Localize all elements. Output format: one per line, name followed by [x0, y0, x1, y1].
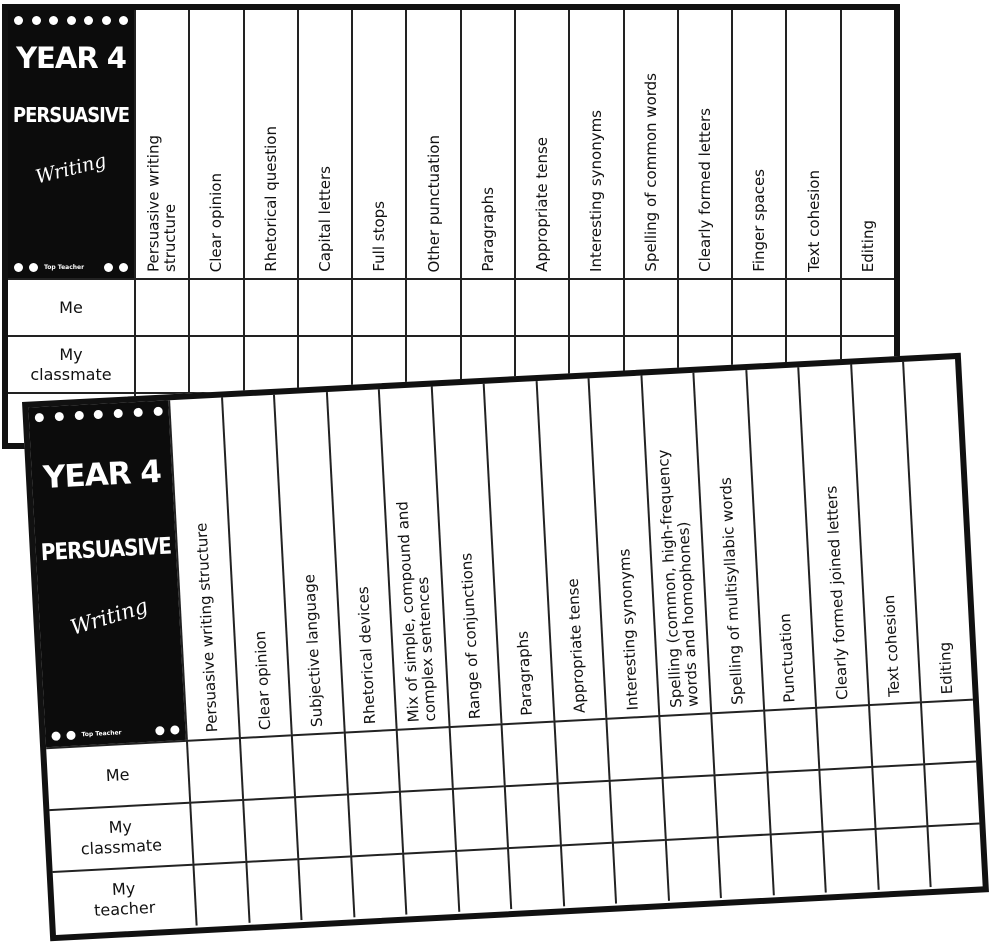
dot-icon — [114, 409, 123, 418]
check-cell[interactable] — [451, 785, 507, 850]
check-cell[interactable] — [504, 783, 560, 848]
check-cell[interactable] — [819, 766, 875, 831]
check-cell[interactable] — [871, 763, 927, 828]
check-cell[interactable] — [606, 715, 662, 780]
check-cell[interactable] — [343, 729, 399, 794]
check-cell[interactable] — [507, 844, 563, 909]
criterion-header — [460, 10, 514, 278]
dot-row-bottom — [45, 725, 185, 741]
row-label: My teacher — [53, 864, 196, 933]
criterion-label: Other punctuation — [424, 134, 443, 272]
criterion-label: Text cohesion — [804, 170, 823, 272]
dot-icon — [119, 263, 128, 272]
check-cell[interactable] — [874, 825, 930, 890]
criterion-label: Rhetorical devices — [353, 585, 379, 725]
check-cell[interactable] — [448, 723, 504, 788]
check-cell[interactable] — [920, 699, 976, 764]
brand-title-block — [8, 41, 134, 189]
check-cell[interactable] — [766, 769, 822, 834]
criterion-label: Range of conjunctions — [457, 552, 484, 720]
check-cell[interactable] — [297, 335, 351, 392]
checklist-card-bottom — [22, 353, 989, 941]
check-cell[interactable] — [291, 732, 347, 797]
check-cell[interactable] — [711, 710, 767, 775]
brand-title-block — [31, 453, 180, 640]
criterion-label: Full stops — [370, 201, 389, 272]
criterion-header — [840, 10, 894, 278]
check-cell[interactable] — [553, 718, 609, 783]
check-cell[interactable] — [245, 858, 301, 923]
check-cell[interactable] — [840, 278, 894, 335]
dot-icon — [66, 731, 75, 740]
dot-icon — [155, 726, 164, 735]
dot-icon — [54, 412, 63, 421]
check-cell[interactable] — [188, 335, 242, 392]
check-cell[interactable] — [924, 761, 980, 826]
dot-row-bottom — [8, 263, 134, 272]
check-cell[interactable] — [609, 777, 665, 842]
criterion-label: Spelling of multisyllabic words — [716, 477, 747, 706]
criterion-label: Editing — [935, 641, 957, 695]
check-cell[interactable] — [714, 772, 770, 837]
check-cell[interactable] — [134, 278, 188, 335]
writing-label: Writing — [33, 149, 109, 189]
criterion-header — [351, 10, 405, 278]
check-cell[interactable] — [192, 861, 248, 926]
criterion-label: Appropriate tense — [532, 137, 551, 272]
criterion-label: Appropriate tense — [563, 578, 589, 714]
dot-icon — [35, 413, 44, 422]
check-cell[interactable] — [347, 791, 403, 856]
dot-group-right — [104, 263, 128, 272]
brand-panel — [28, 400, 186, 747]
check-cell[interactable] — [822, 828, 878, 893]
criterion-label: Paragraphs — [478, 187, 497, 272]
check-cell[interactable] — [243, 278, 297, 335]
criterion-label: Interesting synonyms — [587, 110, 606, 272]
check-cell[interactable] — [658, 712, 714, 777]
check-cell[interactable] — [556, 780, 612, 845]
dot-icon — [74, 411, 83, 420]
dot-group-left — [14, 263, 84, 272]
criterion-label: Clear opinion — [250, 630, 275, 731]
dot-row-top — [29, 406, 169, 422]
check-cell[interactable] — [568, 278, 622, 335]
criterion-header — [623, 10, 677, 278]
check-cell[interactable] — [514, 278, 568, 335]
check-cell[interactable] — [501, 721, 557, 786]
genre-label: PERSUASIVE — [12, 103, 130, 128]
row-label: Me — [8, 278, 134, 335]
check-cell[interactable] — [186, 737, 242, 802]
dot-icon — [49, 16, 58, 25]
year-label: YEAR 4 — [42, 453, 162, 496]
dot-icon — [102, 16, 111, 25]
criterion-label: Clear opinion — [207, 172, 226, 272]
check-cell[interactable] — [243, 335, 297, 392]
check-cell[interactable] — [351, 278, 405, 335]
check-cell[interactable] — [815, 704, 871, 769]
check-cell[interactable] — [731, 278, 785, 335]
dot-icon — [84, 16, 93, 25]
criterion-label: Persuasive writing structure — [144, 135, 180, 272]
brand-panel — [8, 10, 134, 278]
dot-icon — [32, 16, 41, 25]
criterion-header — [243, 10, 297, 278]
dot-icon — [14, 16, 23, 25]
check-cell[interactable] — [405, 278, 459, 335]
dot-icon — [104, 263, 113, 272]
check-cell[interactable] — [623, 278, 677, 335]
criterion-label: Paragraphs — [513, 630, 537, 717]
check-cell[interactable] — [677, 278, 731, 335]
criterion-label: Editing — [858, 219, 877, 272]
dot-icon — [94, 410, 103, 419]
criterion-label: Spelling of common words — [641, 73, 660, 272]
criterion-label: Rhetorical question — [261, 126, 280, 272]
criterion-label: Interesting synonyms — [614, 548, 642, 711]
criterion-header — [677, 10, 731, 278]
check-cell[interactable] — [350, 853, 406, 918]
check-cell[interactable] — [868, 701, 924, 766]
check-cell[interactable] — [297, 278, 351, 335]
criterion-header — [514, 10, 568, 278]
check-cell[interactable] — [560, 842, 616, 907]
criterion-header — [731, 10, 785, 278]
check-cell[interactable] — [665, 836, 721, 901]
dot-group-left — [51, 728, 121, 741]
check-cell[interactable] — [188, 278, 242, 335]
check-cell[interactable] — [402, 850, 458, 915]
criterion-label: Clearly formed joined letters — [821, 484, 852, 700]
check-cell[interactable] — [399, 788, 455, 853]
criterion-label: Mix of simple, compound and complex sentences — [393, 500, 440, 723]
criterion-label: Clearly formed letters — [695, 108, 714, 272]
criterion-header — [297, 10, 351, 278]
check-cell[interactable] — [238, 734, 294, 799]
dot-icon — [51, 731, 60, 740]
criterion-header — [188, 10, 242, 278]
genre-label: PERSUASIVE — [40, 531, 172, 567]
year-label: YEAR 4 — [16, 41, 126, 75]
row-label: My classmate — [8, 335, 134, 392]
check-cell[interactable] — [717, 833, 773, 898]
check-cell[interactable] — [455, 847, 511, 912]
check-cell[interactable] — [242, 796, 298, 861]
dot-group-right — [155, 725, 179, 735]
criterion-header — [568, 10, 622, 278]
dot-icon — [67, 16, 76, 25]
check-cell[interactable] — [294, 794, 350, 859]
criterion-header — [134, 10, 188, 278]
criterion-label: Finger spaces — [750, 169, 769, 272]
criterion-header — [785, 10, 839, 278]
check-cell[interactable] — [396, 726, 452, 791]
criterion-header — [405, 10, 459, 278]
criterion-label: Text cohesion — [880, 594, 904, 698]
check-cell[interactable] — [769, 831, 825, 896]
check-cell[interactable] — [297, 855, 353, 920]
check-cell[interactable] — [189, 799, 245, 864]
credit-label: Top Teacher — [44, 264, 85, 271]
check-cell[interactable] — [612, 839, 668, 904]
dot-icon — [153, 407, 162, 416]
criterion-label: Persuasive writing structure — [192, 522, 222, 733]
check-cell[interactable] — [134, 335, 188, 392]
check-cell[interactable] — [927, 822, 983, 887]
dot-row-top — [8, 16, 134, 25]
writing-label: Writing — [67, 593, 151, 640]
dot-icon — [134, 408, 143, 417]
checklist-grid — [28, 359, 982, 935]
row-label: Me — [46, 740, 189, 809]
dot-icon — [170, 725, 179, 734]
criterion-label: Subjective language — [300, 573, 327, 728]
credit-label: Top Teacher — [81, 729, 122, 739]
criterion-label: Spelling (common, high-frequency words and homophones) — [653, 449, 702, 709]
row-label: My classmate — [49, 802, 192, 871]
criterion-label: Capital letters — [315, 166, 334, 272]
check-cell[interactable] — [460, 278, 514, 335]
criterion-label: Punctuation — [775, 612, 799, 703]
dot-icon — [14, 263, 23, 272]
check-cell[interactable] — [763, 707, 819, 772]
check-cell[interactable] — [661, 774, 717, 839]
check-cell[interactable] — [785, 278, 839, 335]
dot-icon — [29, 263, 38, 272]
dot-icon — [119, 16, 128, 25]
